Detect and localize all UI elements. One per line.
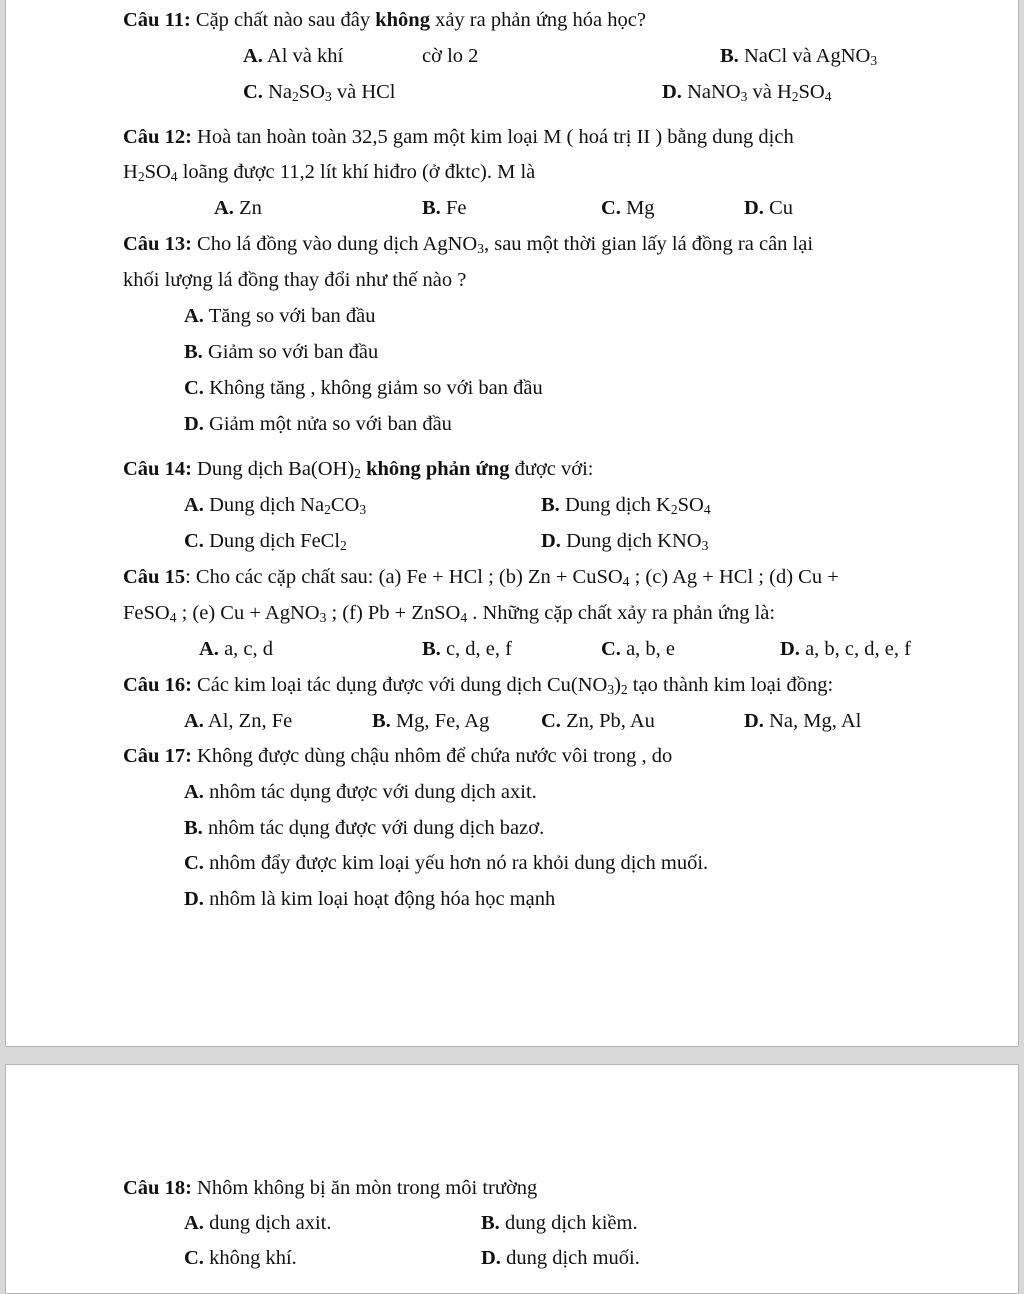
question-11-option-a: A. Al và khí [243, 45, 344, 67]
question-14-stem: Câu 14: Dung dịch $Ba(OH)_2$ không phản ứng được với: [123, 458, 594, 481]
question-12-stem-line1: Câu 12: Hoà tan hoàn toàn 32,5 gam một kim loại M ( hoá trị II ) bằng dung dịch [123, 126, 794, 148]
question-18-option-d: D. dung dịch muối. [481, 1247, 640, 1269]
question-17-option-c: C. nhôm đẩy được kim loại yếu hơn nó ra khỏi dung dịch muối. [184, 852, 709, 874]
question-18-stem: Câu 18: Nhôm không bị ăn mòn trong môi trường [123, 1177, 538, 1199]
question-12-option-d: D. Cu [744, 197, 793, 219]
question-15-stem-line2: FeSO$_4$ ; (e) Cu + AgNO$_3$ ; (f) Pb + ZnSO$_4$ . Những cặp chất xảy ra phản ứng là: [123, 602, 776, 625]
question-12-option-c: C. Mg [601, 197, 655, 219]
question-13-option-c: C. Không tăng , không giảm so với ban đầu [184, 377, 543, 399]
question-18-option-a: A. dung dịch axit. [184, 1212, 332, 1234]
question-16-option-b: B. Mg, Fe, Ag [372, 710, 490, 732]
question-15-option-d: D. a, b, c, d, e, f [780, 638, 911, 660]
question-14-option-c: C. Dung dịch FeCl$_2$ [184, 530, 347, 553]
question-18-option-b: B. dung dịch kiềm. [481, 1212, 638, 1234]
question-15-option-b: B. c, d, e, f [422, 638, 512, 660]
question-15-option-c: C. a, b, e [601, 638, 676, 660]
question-11-option-b: B. NaCl và AgNO$_3$ [720, 45, 878, 68]
question-13-option-a: A. Tăng so với ban đầu [184, 305, 376, 327]
question-18-option-c: C. không khí. [184, 1247, 297, 1269]
question-16-stem: Câu 16: Các kim loại tác dụng được với dung dịch $Cu(NO_3)_2$ tạo thành kim loại đồng: [123, 674, 834, 697]
question-14-option-b: B. Dung dịch $K_2SO_4$ [541, 494, 711, 517]
question-11-option-d: D. NaNO$_3$ và $H_2SO_4$ [662, 81, 832, 104]
question-11-option-c: C. $Na_2SO_3$ và HCl [243, 81, 396, 104]
question-12-option-a: A. Zn [214, 197, 262, 219]
question-17-option-d: D. nhôm là kim loại hoạt động hóa học mạnh [184, 888, 556, 910]
question-15-option-a: A. a, c, d [199, 638, 274, 660]
question-13-stem-line1: Câu 13: Cho lá đồng vào dung dịch AgNO$_3$, sau một thời gian lấy lá đồng ra cân lại [123, 233, 814, 256]
question-14-option-a: A. Dung dịch $Na_2CO_3$ [184, 494, 367, 517]
question-16-option-d: D. Na, Mg, Al [744, 710, 862, 732]
question-16-option-a: A. Al, Zn, Fe [184, 710, 293, 732]
question-16-option-c: C. Zn, Pb, Au [541, 710, 655, 732]
question-17-stem: Câu 17: Không được dùng chậu nhôm để chứa nước vôi trong , do [123, 745, 673, 767]
question-11-stem: Câu 11: Cặp chất nào sau đây không xảy ra phản ứng hóa học? [123, 9, 646, 31]
question-13-option-b: B. Giảm so với ban đầu [184, 341, 379, 363]
question-13-stem-line2: khối lượng lá đồng thay đổi như thế nào ? [123, 269, 467, 291]
question-17-option-a: A. nhôm tác dụng được với dung dịch axit. [184, 781, 537, 803]
question-17-option-b: B. nhôm tác dụng được với dung dịch bazơ. [184, 817, 545, 839]
question-11-option-a-cont: cờ lo 2 [422, 45, 479, 67]
question-14-option-d: D. Dung dịch $KNO_3$ [541, 530, 709, 553]
question-12-stem-line2: $H_2SO_4$ loãng được 11,2 lít khí hiđro (ở đktc). M là [123, 161, 536, 184]
question-12-option-b: B. Fe [422, 197, 467, 219]
question-13-option-d: D. Giảm một nửa so với ban đầu [184, 413, 452, 435]
question-15-stem-line1: Câu 15: Cho các cặp chất sau: (a) Fe + HCl ; (b) Zn + CuSO$_4$ ; (c) Ag + HCl ; (d) Cu + [123, 566, 839, 589]
